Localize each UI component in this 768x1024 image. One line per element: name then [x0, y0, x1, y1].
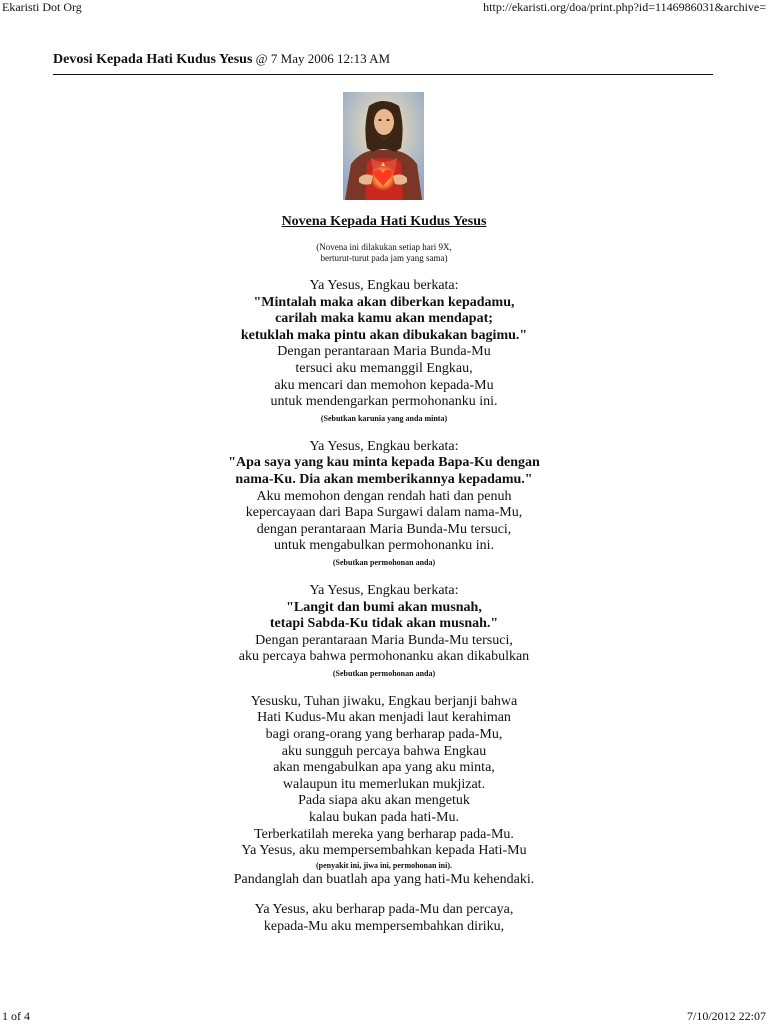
- prayer-quote-line: tetapi Sabda-Ku tidak akan musnah.": [269, 616, 499, 632]
- prayer-instruction: (penyakit ini, jiwa ini, permohonan ini).: [315, 860, 453, 870]
- prayer-line: Ya Yesus, Engkau berkata:: [309, 582, 459, 598]
- footer-page-number: 1 of 4: [2, 1009, 30, 1023]
- prayer-instruction: (Sebutkan permohonan anda): [332, 668, 436, 678]
- prayer-line: aku mencari dan memohon kepada-Mu: [274, 377, 494, 393]
- prayer-line: kepada-Mu aku mempersembahkan diriku,: [263, 919, 505, 934]
- prayer-quote-line: "Langit dan bumi akan musnah,: [286, 599, 482, 615]
- prayer-line: Aku memohon dengan rendah hati dan penuh: [256, 488, 512, 504]
- prayer-block: [0, 694, 768, 889]
- prayer-block: [0, 439, 768, 569]
- prayer-line: dengan perantaraan Maria Bunda-Mu tersuci,: [256, 521, 512, 537]
- prayer-line: Ya Yesus, Engkau berkata:: [309, 278, 459, 293]
- title-divider: [53, 74, 713, 75]
- prayer-block: [0, 278, 768, 425]
- sacred-heart-jesus-portrait-icon: [343, 92, 424, 200]
- prayer-block: [0, 583, 768, 680]
- prayer-quote-line: nama-Ku. Dia akan memberikannya kepadamu.": [235, 471, 533, 487]
- prayer-line: Dengan perantaraan Maria Bunda-Mu tersuci,: [255, 632, 513, 648]
- prayer-line: Pandanglah dan buatlah apa yang hati-Mu kehendaki.: [233, 871, 535, 887]
- novena-intro-line: (Novena ini dilakukan setiap hari 9X,: [316, 242, 452, 252]
- prayer-line: untuk mendengarkan permohonanku ini.: [270, 394, 498, 410]
- prayer-line: Hati Kudus-Mu akan menjadi laut kerahiman: [257, 710, 511, 726]
- prayer-block: [0, 902, 768, 935]
- prayer-line: kepercayaan dari Bapa Surgawi dalam nama-Mu,: [245, 505, 523, 521]
- prayer-line: aku percaya bahwa permohonanku akan dikabulkan: [238, 649, 530, 665]
- prayer-line: akan mengabulkan apa yang aku minta,: [273, 760, 495, 776]
- prayer-blocks: [0, 278, 768, 936]
- prayer-line: Ya Yesus, aku berharap pada-Mu dan percaya,: [254, 902, 514, 918]
- novena-intro-line: berturut-turut pada jam yang sama): [320, 253, 448, 263]
- header-url[interactable]: http://ekaristi.org/doa/print.php?id=1146986031&archive=: [483, 0, 766, 14]
- prayer-line: tersuci aku memanggil Engkau,: [295, 360, 473, 376]
- article-date: 7 May 2006 12:13 AM: [270, 51, 391, 66]
- prayer-quote-line: carilah maka kamu akan mendapat;: [275, 311, 493, 327]
- prayer-line: bagi orang-orang yang berharap pada-Mu,: [265, 727, 503, 743]
- article-title: Devosi Kepada Hati Kudus Yesus: [53, 52, 253, 67]
- footer-datetime: 7/10/2012 22:07: [686, 1009, 766, 1023]
- novena-intro: [0, 242, 768, 264]
- prayer-line: aku sungguh percaya bahwa Engkau: [281, 743, 487, 759]
- prayer-line: Yesusku, Tuhan jiwaku, Engkau berjanji bahwa: [250, 693, 518, 709]
- prayer-quote-line: ketuklah maka pintu akan dibukakan bagimu.": [240, 327, 528, 343]
- prayer-instruction: (Sebutkan permohonan anda): [332, 557, 436, 567]
- at-sign: @: [255, 51, 268, 66]
- prayer-line: kalau bukan pada hati-Mu.: [308, 810, 460, 826]
- novena-content: [0, 212, 768, 936]
- prayer-line: walaupun itu memerlukan mukjizat.: [282, 776, 486, 792]
- prayer-line: Pada siapa aku akan mengetuk: [298, 793, 470, 809]
- prayer-line: Dengan perantaraan Maria Bunda-Mu: [277, 344, 491, 360]
- prayer-quote-line: "Mintalah maka akan diberkan kepadamu,: [253, 294, 515, 310]
- article-title-line: [53, 51, 390, 68]
- novena-title: Novena Kepada Hati Kudus Yesus: [281, 214, 487, 229]
- prayer-instruction: (Sebutkan karunia yang anda minta): [320, 413, 448, 423]
- prayer-quote-line: "Apa saya yang kau minta kepada Bapa-Ku dengan: [228, 455, 540, 471]
- prayer-line: Ya Yesus, aku mempersembahkan kepada Hati-Mu: [241, 843, 527, 859]
- prayer-line: Ya Yesus, Engkau berkata:: [309, 438, 459, 454]
- prayer-line: Terberkatilah mereka yang berharap pada-Mu.: [254, 826, 514, 842]
- header-site-name: Ekaristi Dot Org: [2, 0, 82, 14]
- prayer-line: untuk mengabulkan permohonanku ini.: [273, 538, 495, 554]
